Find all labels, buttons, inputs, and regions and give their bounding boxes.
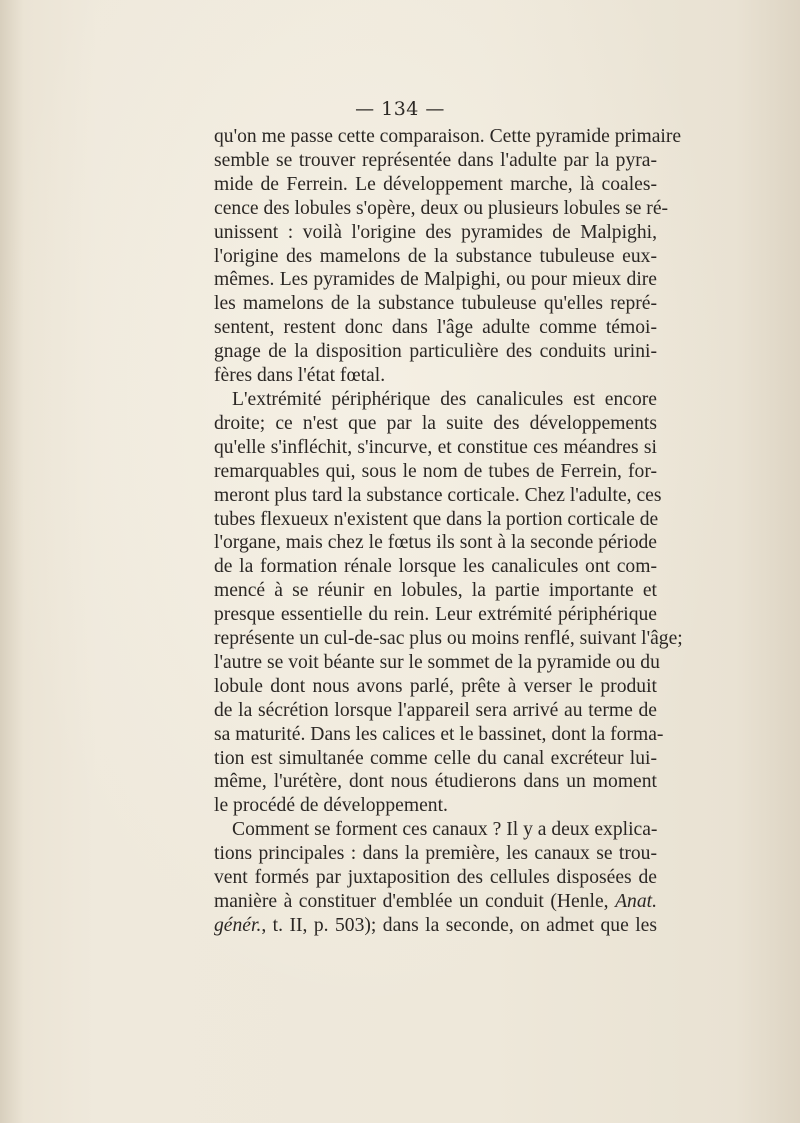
text-line: même, l'urétère, dont nous étudierons dans un moment — [214, 771, 657, 793]
text-line: tubes flexueux n'existent que dans la portion corticale de — [214, 508, 659, 530]
text-line: meront plus tard la substance corticale. Chez l'adulte, ces — [214, 484, 662, 506]
text-line: sa maturité. Dans les calices et le bassinet, dont la forma- — [214, 723, 664, 745]
text-line: semble se trouver représentée dans l'adulte par la pyra- — [214, 149, 657, 171]
citation-text: , t. II, p. 503); dans la seconde, on admet que les — [261, 914, 657, 936]
text-line: unissent : voilà l'origine des pyramides de Malpighi, — [214, 221, 657, 243]
text-line: lobule dont nous avons parlé, prête à verser le produit — [214, 675, 657, 697]
text-line: mencé à se réunir en lobules, la partie importante et — [214, 580, 657, 602]
text-line: remarquables qui, sous le nom de tubes de Ferrein, for- — [214, 460, 657, 482]
text-line-with-citation — [214, 890, 657, 914]
text-line: représente un cul-de-sac plus ou moins renflé, suivant l'âge; — [214, 628, 683, 650]
citation-text: manière à constituer d'emblée un conduit (Henle, — [214, 891, 609, 912]
text-line: fères dans l'état fœtal. — [214, 365, 386, 387]
text-line: l'origine des mamelons de la substance tubuleuse eux- — [214, 245, 657, 267]
text-line: qu'elle s'infléchit, s'incurve, et constitue ces méandres si — [214, 436, 657, 458]
text-line: droite; ce n'est que par la suite des développements — [214, 412, 657, 434]
text-line: mêmes. Les pyramides de Malpighi, ou pour mieux dire — [214, 269, 657, 291]
text-line: vent formés par juxtaposition des cellules disposées de — [214, 867, 657, 889]
text-line: de la formation rénale lorsque les canalicules ont com- — [214, 556, 657, 578]
text-line: presque essentielle du rein. Leur extrémité périphérique — [214, 604, 657, 626]
italic-citation: Anat. — [615, 891, 657, 912]
text-line: qu'on me passe cette comparaison. Cette pyramide primaire — [214, 126, 682, 147]
text-line: cence des lobules s'opère, deux ou plusieurs lobules se ré- — [214, 197, 669, 219]
text-line: tion est simultanée comme celle du canal excréteur lui- — [214, 747, 657, 769]
text-line: L'extrémité périphérique des canalicules est encore — [232, 388, 657, 410]
text-line: mide de Ferrein. Le développement marche, là coales- — [214, 173, 657, 195]
italic-citation: génér. — [214, 914, 262, 936]
text-line: de la sécrétion lorsque l'appareil sera arrivé au terme de — [214, 699, 657, 721]
text-line: l'organe, mais chez le fœtus ils sont à la seconde période — [214, 532, 657, 554]
text-line: l'autre se voit béante sur le sommet de la pyramide ou du — [214, 651, 660, 673]
body-text — [214, 125, 683, 938]
text-line: les mamelons de la substance tubuleuse qu'elles repré- — [214, 293, 657, 315]
text-line-with-citation — [214, 914, 657, 938]
text-line: sentent, restent donc dans l'âge adulte comme témoi- — [214, 317, 657, 339]
text-line: le procédé de développement. — [214, 795, 448, 817]
page-number: — 134 — — [355, 98, 445, 120]
text-line: tions principales : dans la première, les canaux se trou- — [214, 843, 657, 865]
text-line: gnage de la disposition particulière des conduits urini- — [214, 341, 657, 363]
text-line: Comment se forment ces canaux ? Il y a deux explica- — [232, 819, 658, 841]
